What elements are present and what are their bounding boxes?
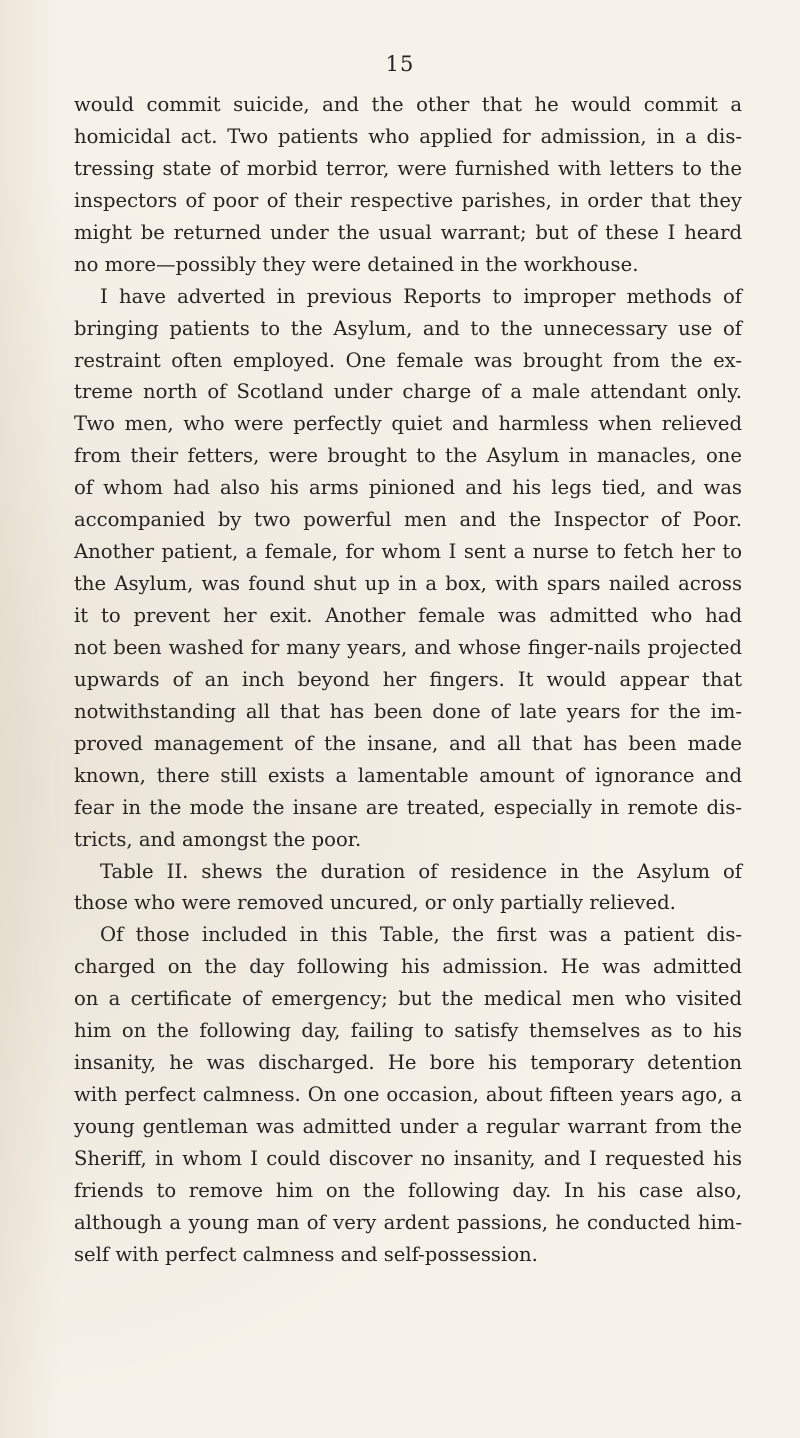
text-line: on a certificate of emergency; but the medical men who visited — [74, 987, 742, 1011]
text-line: no more—possibly they were detained in the workhouse. — [74, 252, 639, 276]
body-text — [74, 89, 742, 1271]
text-line: upwards of an inch beyond her fingers. It would appear that — [74, 667, 742, 691]
text-line: self with perfect calmness and self-possession. — [74, 1242, 538, 1266]
text-line: Of those included in this Table, the first was a patient dis- — [100, 923, 742, 947]
text-line: Table II. shews the duration of residence in the Asylum of — [100, 859, 742, 883]
text-line: known, there still exists a lamentable amount of ignorance and — [74, 763, 742, 787]
text-line: insanity, he was discharged. He bore his temporary detention — [74, 1051, 742, 1075]
text-line: might be returned under the usual warrant; but of these I heard — [74, 220, 742, 244]
text-line: Another patient, a female, for whom I sent a nurse to fetch her to — [74, 540, 742, 564]
text-line: charged on the day following his admission. He was admitted — [74, 955, 742, 979]
text-line: friends to remove him on the following day. In his case also, — [74, 1178, 742, 1202]
text-line: bringing patients to the Asylum, and to the unnecessary use of — [74, 316, 742, 340]
text-line: Two men, who were perfectly quiet and harmless when relieved — [74, 412, 742, 436]
text-line: Sheriff, in whom I could discover no insanity, and I requested his — [74, 1146, 742, 1170]
text-line: would commit suicide, and the other that he would commit a — [74, 93, 742, 116]
text-line: from their fetters, were brought to the Asylum in manacles, one — [74, 444, 742, 468]
text-line: it to prevent her exit. Another female was admitted who had — [74, 604, 742, 627]
text-line: fear in the mode the insane are treated, especially in remote dis- — [74, 795, 742, 819]
text-line: proved management of the insane, and all that has been made — [74, 731, 742, 755]
text-line: homicidal act. Two patients who applied for admission, in a dis- — [74, 124, 742, 148]
text-line: notwithstanding all that has been done of late years for the im- — [74, 699, 742, 723]
page-number: 15 — [385, 52, 415, 76]
text-line: tressing state of morbid terror, were furnished with letters to the — [74, 156, 742, 180]
text-line: although a young man of very ardent passions, he conducted him- — [74, 1210, 742, 1234]
text-line: the Asylum, was found shut up in a box, with spars nailed across — [74, 572, 742, 596]
text-line: young gentleman was admitted under a regular warrant from the — [74, 1115, 742, 1138]
text-line: with perfect calmness. On one occasion, about fifteen years ago, a — [74, 1083, 742, 1107]
text-line: treme north of Scotland under charge of a male attendant only. — [74, 380, 742, 404]
text-line: tricts, and amongst the poor. — [74, 827, 362, 851]
text-line: I have adverted in previous Reports to improper methods of — [100, 284, 742, 308]
text-line: inspectors of poor of their respective parishes, in order that they — [74, 188, 742, 212]
text-line: restraint often employed. One female was brought from the ex- — [74, 348, 742, 372]
text-line: those who were removed uncured, or only partially relieved. — [74, 891, 676, 915]
text-line: accompanied by two powerful men and the Inspector of Poor. — [74, 508, 742, 532]
text-line: not been washed for many years, and whose finger-nails projected — [74, 635, 742, 659]
text-line: him on the following day, failing to satisfy themselves as to his — [74, 1019, 742, 1043]
text-line: of whom had also his arms pinioned and his legs tied, and was — [74, 476, 742, 500]
